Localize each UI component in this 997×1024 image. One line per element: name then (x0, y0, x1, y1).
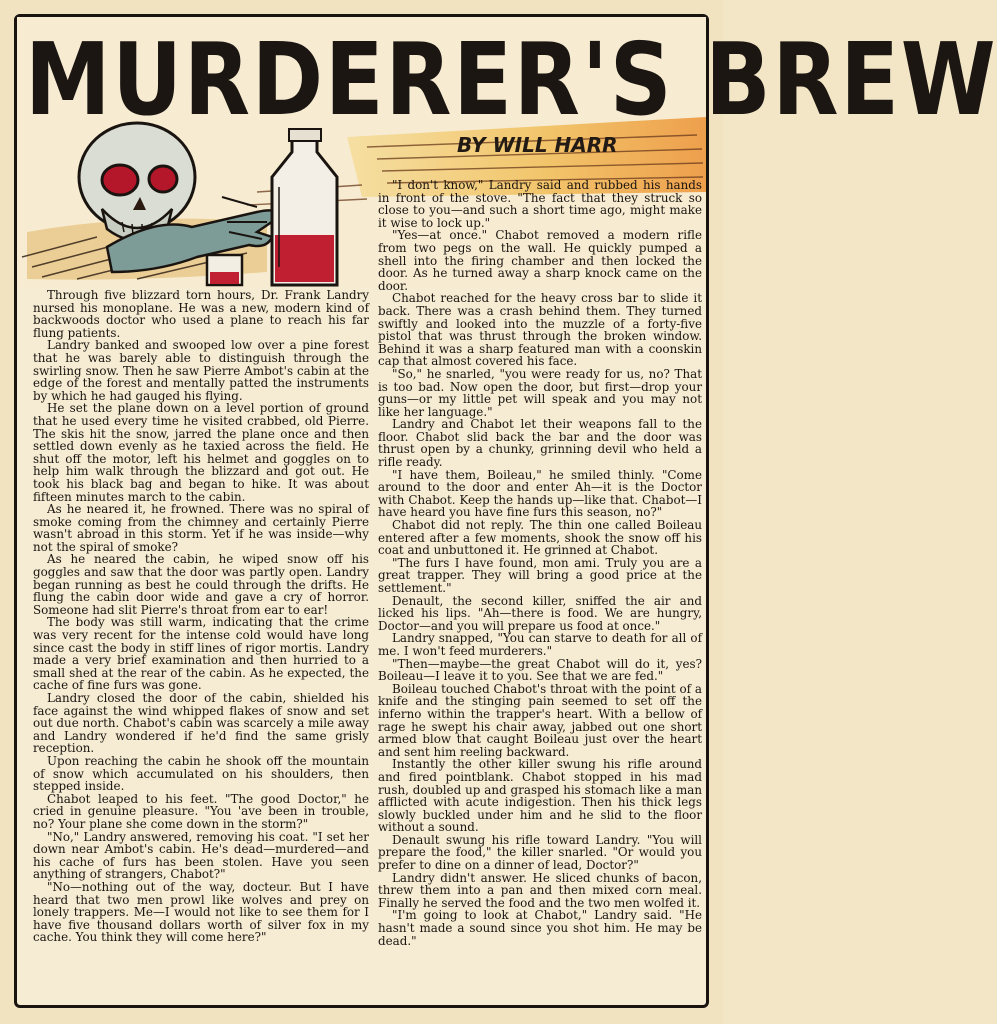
paragraph: Instantly the other killer swung his rifle around and fired pointblank. Chabot stopped in his mad rush, doubled up and grasped his stomach like a man afflicted with acute indigestion. Then his thick legs slowly buckled under him and he slid to the floor without a sound. (378, 757, 702, 835)
paragraph: "The furs I have found, mon ami. Truly you are a great trapper. They will bring a good price at the settlement." (378, 555, 702, 595)
paragraph: Landry closed the door of the cabin, shielded his face against the wind whipped flakes of snow and set out due north. Chabot's cabin was scarcely a mile away and Landry wondered if he'd find the same grisly reception. (33, 691, 369, 756)
paragraph: "No—nothing out of the way, docteur. But I have heard that two men prowl like wolves and prey on lonely trappers. Me—I would not like to see them for I have five thousand dollars worth of silver fox in my cache. You think they will come here?" (33, 879, 369, 945)
paragraph: "Then—maybe—the great Chabot will do it, yes? Boileau—I leave it to you. See that we are fed." (378, 656, 702, 684)
paragraph: Denault swung his rifle toward Landry. "You will prepare the food," the killer snarled. "Or would you prefer to dine on a dinner of lead, Doctor?" (378, 832, 702, 873)
paragraph: Landry and Chabot let their weapons fall to the floor. Chabot slid back the bar and the door was thrust open by a chunky, grinning devil who held a rifle ready. (378, 417, 702, 470)
paragraph: Through five blizzard torn hours, Dr. Frank Landry nursed his monoplane. He was a new, modern kind of backwoods doctor who used a plane to reach his far flung patients. (33, 288, 369, 340)
paragraph: Landry banked and swooped low over a pine forest that he was barely able to distinguish through the swirling snow. Then he saw Pierre Ambot's cabin at the edge of the forest and mentally patted the instruments by which he had gauged his flying. (33, 338, 369, 403)
paragraph: "I don't know," Landry said and rubbed his hands in front of the stove. "The fact that they struck so close to you—and such a short time ago, might make it wise to lock up." (378, 178, 702, 230)
paragraph: Denault, the second killer, sniffed the air and licked his lips. "Ah—there is food. We are hungry, Doctor—and you will prepare us food at once." (378, 593, 702, 633)
paragraph: As he neared it, he frowned. There was no spiral of smoke coming from the chimney and certainly Pierre wasn't abroad in this storm. Yet if he was inside—why not the spiral of smoke? (33, 502, 369, 554)
paragraph: Boileau touched Chabot's throat with the point of a knife and the stinging pain seemed to set off the inferno within the trapper's heart. With a bellow of rage he swept his chair away, jabbed out one short armed blow that caught Boileau just over the heart and sent him reeling backward. (378, 681, 702, 759)
paragraph: Chabot did not reply. The thin one called Boileau entered after a few moments, shook the snow off his coat and unbuttoned it. He grinned at Chabot. (378, 518, 702, 558)
paragraph: "So," he snarled, "you were ready for us, no? That is too bad. Now open the door, but first—drop your guns—or my little pet will speak and you may not like her language." (378, 366, 702, 419)
paragraph: Landry snapped, "You can starve to death for all of me. I won't feed murderers." (378, 631, 702, 658)
paragraph: "I'm going to look at Chabot," Landry said. "He hasn't made a sound since you shot him. He may be dead." (378, 908, 702, 948)
story-title: MURDERER'S BREW (25, 21, 997, 138)
paragraph: "I have them, Boileau," he smiled thinly. "Come around to the door and enter Ah—it is the Doctor with Chabot. Keep the hands up—like that. Chabot—I have heard you have fine furs this season, no?" (378, 467, 702, 520)
paragraph: "No," Landry answered, removing his coat. "I set her down near Ambot's cabin. He's dead—murdered—and his cache of furs has been stolen. Have you seen anything of strangers, Chabot?" (33, 829, 369, 882)
paragraph: Chabot reached for the heavy cross bar to slide it back. There was a crash behind them. They turned swiftly and looked into the muzzle of a forty-five pistol that was thrust through the broken window. Behind it was a sharp featured man with a coonskin cap that almost covered his face. (378, 291, 702, 369)
left-text-column (33, 289, 369, 944)
paragraph: Chabot leaped to his feet. "The good Doctor," he cried in genuine pleasure. "You 'ave been in trouble, no? Your plane she come down in the storm?" (33, 791, 369, 831)
paragraph: Landry didn't answer. He sliced chunks of bacon, threw them into a pan and then mixed corn meal. Finally he served the food and the two men wolfed it. (378, 870, 702, 910)
paragraph: As he neared the cabin, he wiped snow off his goggles and saw that the door was partly open. Landry began running as best he could through the drifts. He flung the cabin door wide and gave a cry of horror. Someone had slit Pierre's throat from ear to ear! (33, 552, 369, 617)
story-byline: BY WILL HARR (457, 133, 618, 157)
paragraph: "Yes—at once." Chabot removed a modern rifle from two pegs on the wall. He quickly pumped a shell into the firing chamber and then locked the door. As he turned away a sharp knock came on the door. (378, 228, 702, 293)
paragraph: The body was still warm, indicating that the crime was very recent for the intense cold would have long since cast the body in stiff lines of rigor mortis. Landry made a very brief examination and then hurried to a small shed at the rear of the cabin. As he expected, the cache of fine furs was gone. (33, 615, 369, 693)
story-panel (14, 14, 997, 1008)
paragraph: Upon reaching the cabin he shook off the mountain of snow which accumulated on his shoulders, then stepped inside. (33, 753, 369, 794)
paragraph: He set the plane down on a level portion of ground that he used every time he visited crabbed, old Pierre. The skis hit the snow, jarred the plane once and then settled down evenly as he taxied across the field. He shut off the motor, left his helmet and goggles on to help him walk through the blizzard and got out. He took his black bag and began to hike. It was about fifteen minutes march to the cabin. (33, 401, 369, 504)
right-text-column (378, 179, 702, 947)
